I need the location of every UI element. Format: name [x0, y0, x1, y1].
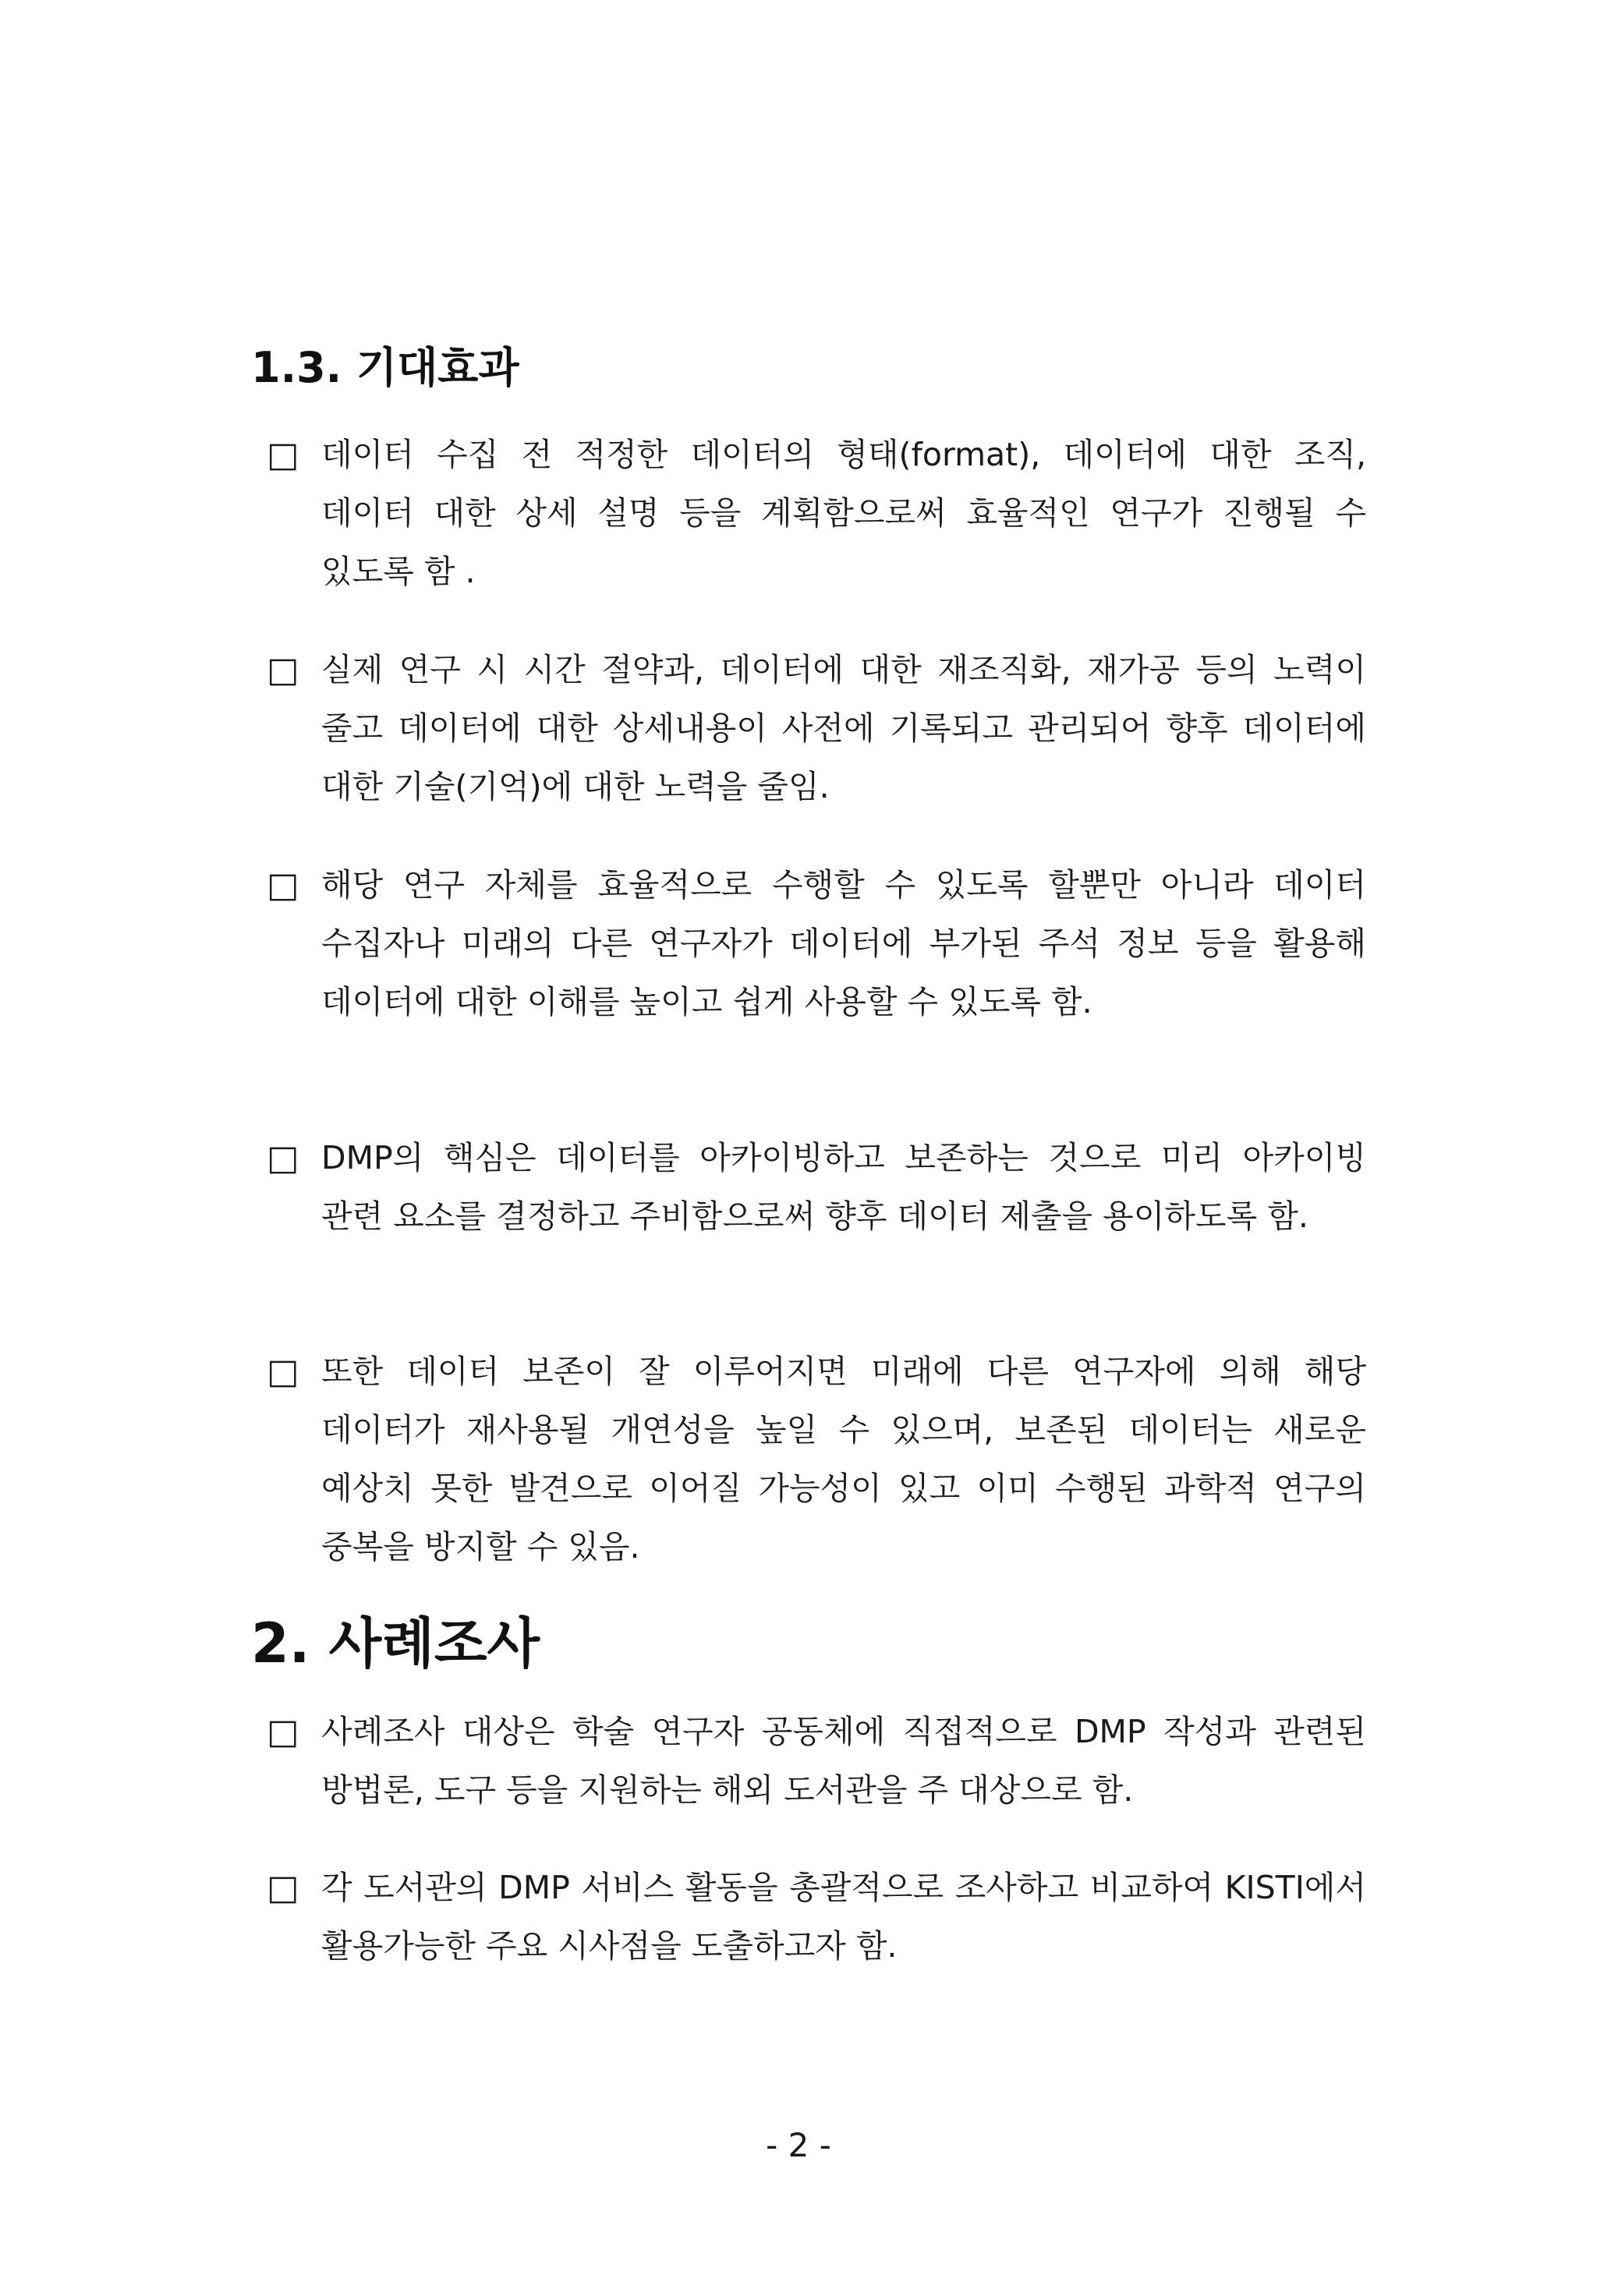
checkbox-bullet-icon: □ [267, 865, 299, 905]
list-item-text: 데이터 수집 전 적정한 데이터의 형태(format), 데이터에 대한 조직, 데이터 대한 상세 설명 등을 계획함으로써 효율적인 연구가 진행될 수 있도록 함 . [321, 436, 1366, 590]
list-item [267, 1703, 1366, 1820]
section-heading-expected-effects: 1.3. 기대효과 [251, 343, 519, 392]
checkbox-bullet-icon: □ [267, 435, 299, 475]
list-item [267, 641, 1366, 816]
section-heading-case-study: 2. 사례조사 [251, 1611, 540, 1675]
checkbox-bullet-icon: □ [267, 1352, 299, 1392]
list-item [267, 1859, 1366, 1976]
list-item-text: DMP의 핵심은 데이터를 아카이빙하고 보존하는 것으로 미리 아카이빙 관련 요소를 결정하고 주비함으로써 향후 데이터 제출을 용이하도록 함. [321, 1139, 1366, 1235]
list-item-text: 사례조사 대상은 학술 연구자 공동체에 직접적으로 DMP 작성과 관련된 방법론, 도구 등을 지원하는 해외 도서관을 주 대상으로 함. [321, 1713, 1366, 1809]
list-item [267, 1343, 1366, 1576]
checkbox-bullet-icon: □ [267, 1712, 299, 1752]
checkbox-bullet-icon: □ [267, 1138, 299, 1178]
list-item-text: 해당 연구 자체를 효율적으로 수행할 수 있도록 할뿐만 아니라 데이터 수집자나 미래의 다른 연구자가 데이터에 부가된 주석 정보 등을 활용해 데이터에 대한 이해를 높이고 쉽게 사용할 수 있도록 함. [321, 866, 1366, 1021]
list-item [267, 856, 1366, 1031]
list-item-text: 또한 데이터 보존이 잘 이루어지면 미래에 다른 연구자에 의해 해당 데이터가 재사용될 개연성을 높일 수 있으며, 보존된 데이터는 새로운 예상치 못한 발견으로 이어질 가능성이 있고 이미 수행된 과학적 연구의 중복을 방지할 수 있음. [321, 1353, 1366, 1565]
list-item [267, 1129, 1366, 1246]
checkbox-bullet-icon: □ [267, 650, 299, 690]
list-item [267, 426, 1366, 601]
page-number: - 2 - [766, 2126, 831, 2164]
list-item-text: 각 도서관의 DMP 서비스 활동을 총괄적으로 조사하고 비교하여 KISTI에서 활용가능한 주요 시사점을 도출하고자 함. [321, 1869, 1366, 1965]
checkbox-bullet-icon: □ [267, 1868, 299, 1908]
list-item-text: 실제 연구 시 시간 절약과, 데이터에 대한 재조직화, 재가공 등의 노력이 줄고 데이터에 대한 상세내용이 사전에 기록되고 관리되어 향후 데이터에 대한 기술(기억)에 대한 노력을 줄임. [321, 651, 1366, 805]
